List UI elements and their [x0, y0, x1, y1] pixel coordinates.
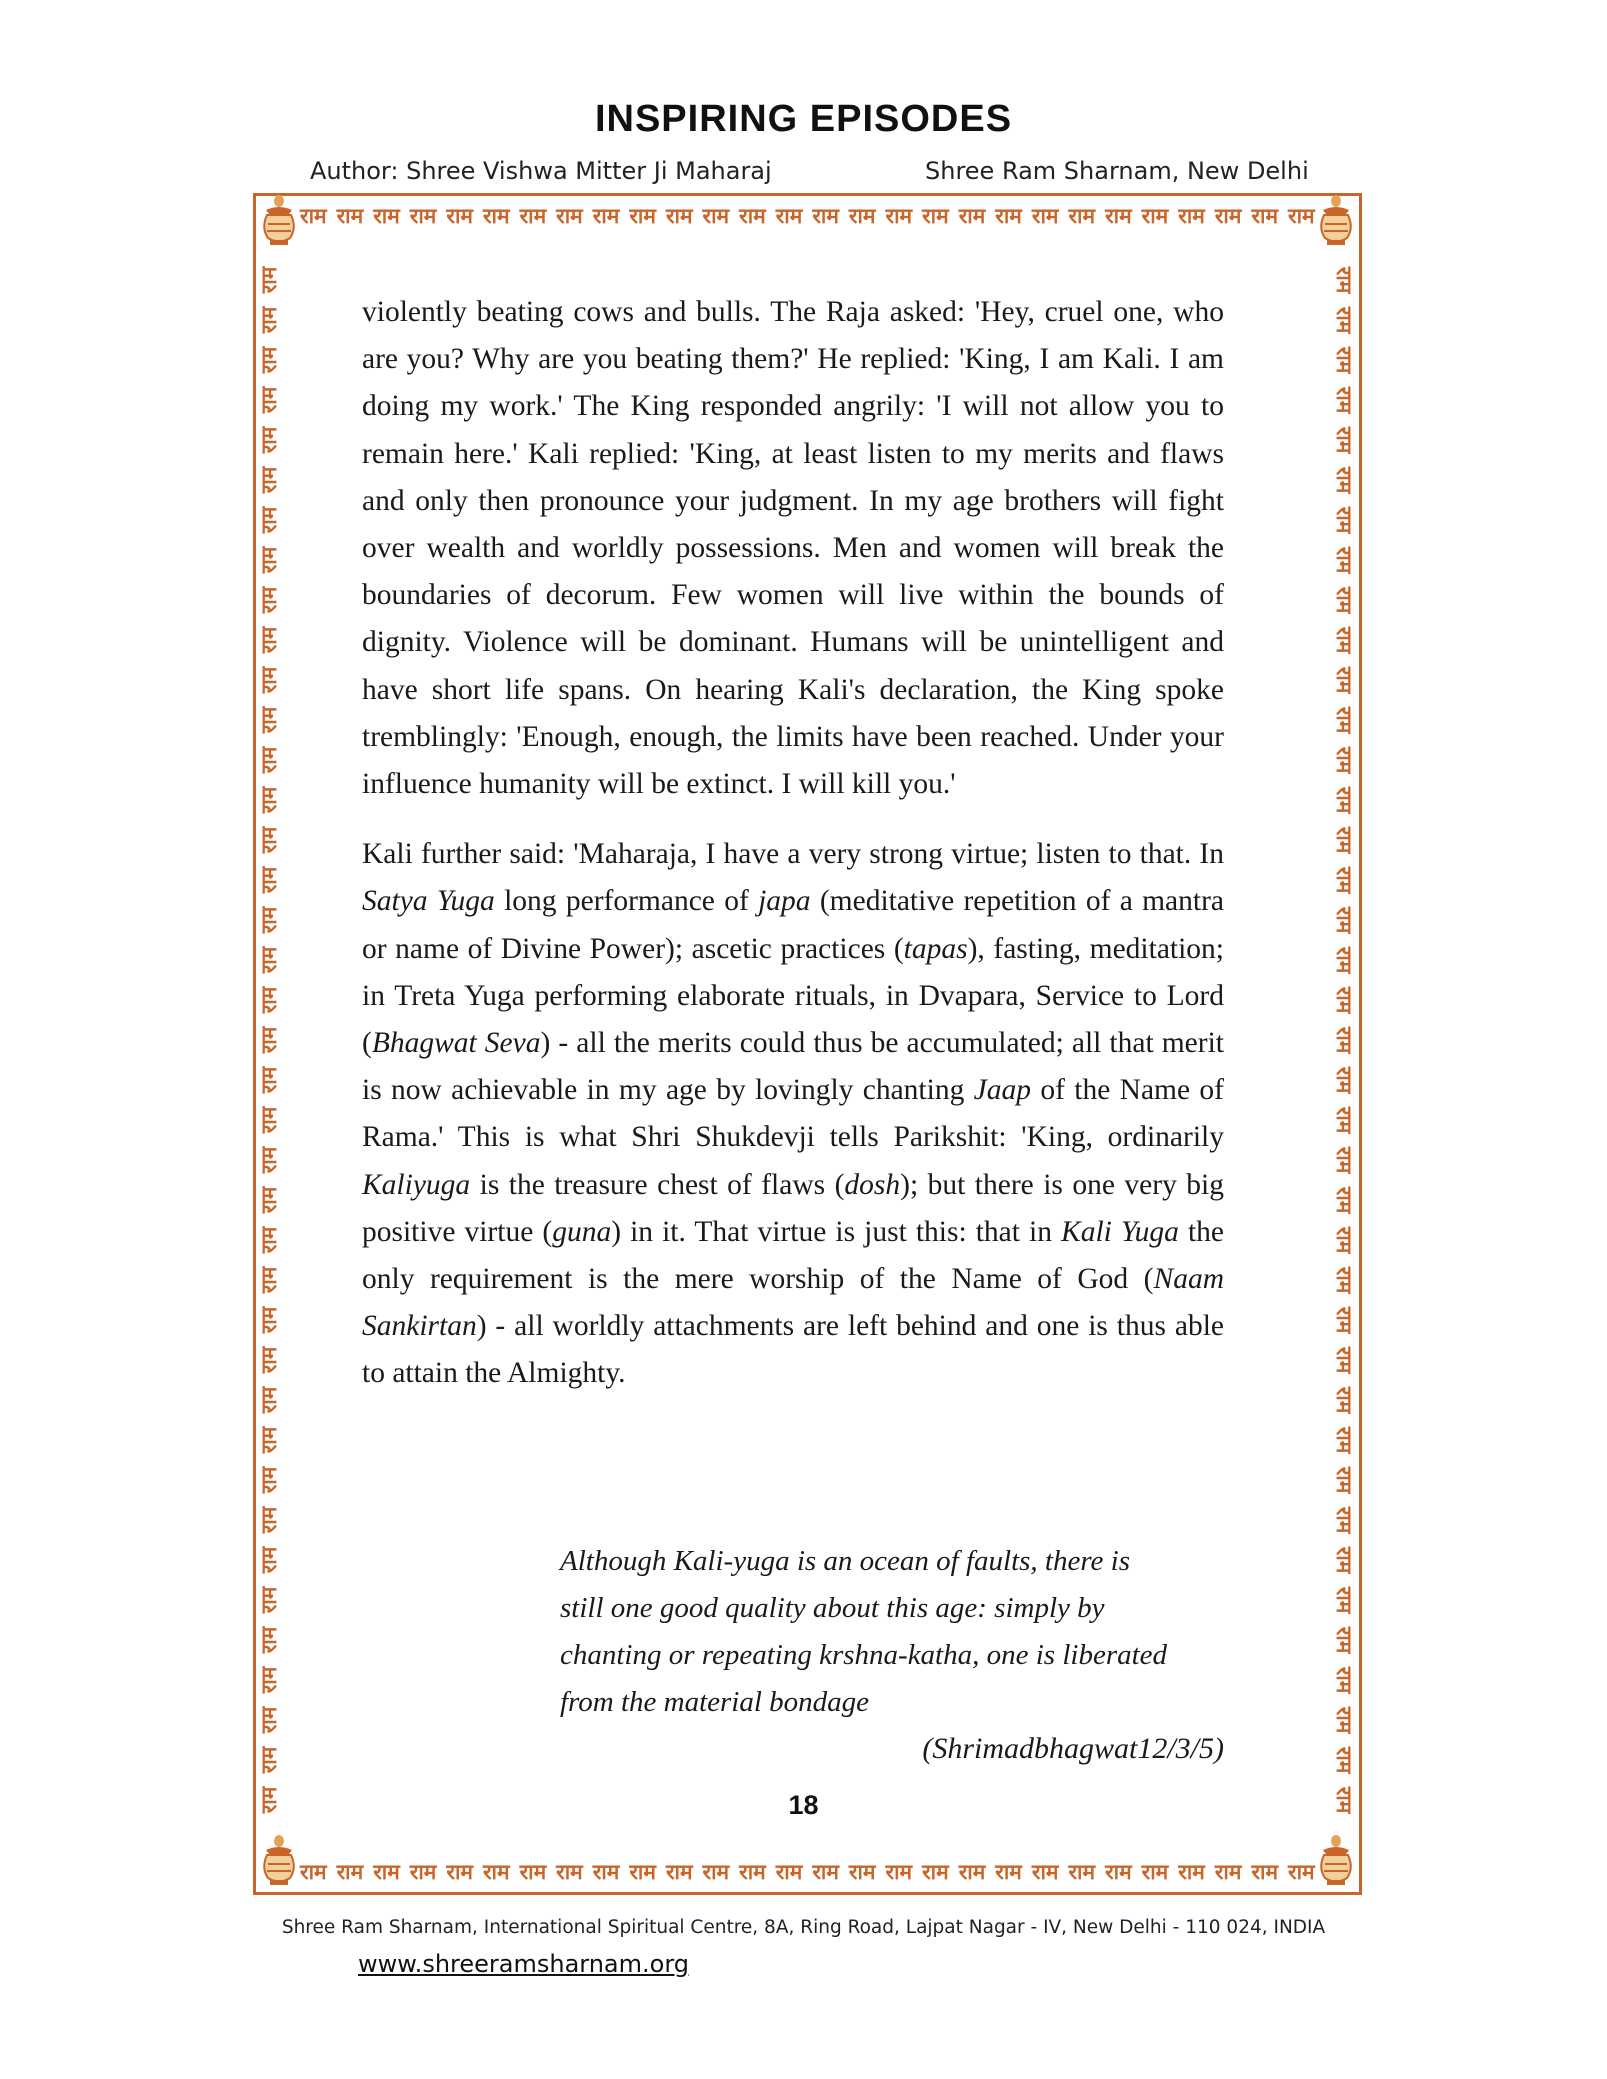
border-word: राम — [1332, 1346, 1356, 1374]
border-word: राम — [1332, 1546, 1356, 1574]
border-word: राम — [1332, 1746, 1356, 1774]
border-word: राम — [1105, 1860, 1132, 1884]
border-word: राम — [300, 1860, 327, 1884]
border-word: राम — [1332, 826, 1356, 854]
italic-term: Kaliyuga — [362, 1168, 471, 1201]
border-word: राम — [1332, 586, 1356, 614]
border-word: राम — [300, 204, 327, 228]
border-word: राम — [257, 746, 281, 774]
border-word: राम — [1332, 1386, 1356, 1414]
border-word: राम — [812, 204, 839, 228]
kalash-icon — [258, 194, 300, 248]
italic-term: Kali Yuga — [1061, 1215, 1179, 1248]
border-word: राम — [257, 586, 281, 614]
border-word: राम — [1332, 706, 1356, 734]
author-line: Author: Shree Vishwa Mitter Ji Maharaj — [310, 157, 772, 185]
border-word: राम — [373, 1860, 400, 1884]
border-word: राम — [257, 1706, 281, 1734]
border-word: राम — [1214, 1860, 1242, 1884]
border-word: राम — [702, 1860, 730, 1884]
border-word: राम — [257, 906, 281, 934]
border-word: राम — [629, 1860, 656, 1884]
border-word: राम — [373, 204, 400, 228]
border-word: राम — [1332, 906, 1356, 934]
border-word: राम — [592, 204, 620, 228]
border-word: राम — [257, 1106, 281, 1134]
border-word: राम — [885, 204, 913, 228]
border-word: राम — [922, 204, 949, 228]
border-word: राम — [257, 1466, 281, 1494]
body-text — [362, 289, 1224, 1398]
border-word: राम — [257, 386, 281, 414]
footer-link[interactable]: www.shreeramsharnam.org — [358, 1950, 690, 1978]
border-word: राम — [1332, 1626, 1356, 1654]
border-word: राम — [1332, 1506, 1356, 1534]
border-word: राम — [1332, 506, 1356, 534]
italic-term: tapas — [903, 932, 968, 965]
border-word: राम — [257, 1146, 281, 1174]
border-word: राम — [958, 1860, 986, 1884]
text-run: ) - all worldly attachments are left behind and one is thus able to attain the Almighty. — [362, 1310, 1224, 1390]
border-word: राम — [1332, 346, 1356, 374]
border-word: राम — [1332, 266, 1356, 294]
border-word: राम — [775, 1860, 803, 1884]
border-word: राम — [665, 1860, 693, 1884]
italic-term: Jaap — [973, 1074, 1032, 1107]
border-word: राम — [775, 204, 803, 228]
border-word: राम — [1332, 1306, 1356, 1334]
border-word: राम — [257, 1666, 281, 1694]
border-word: राम — [257, 666, 281, 694]
quote-line: still one good quality about this age: simply by — [560, 1592, 1105, 1624]
kalash-icon — [1315, 1834, 1357, 1888]
border-word: राम — [257, 626, 281, 654]
border-word: राम — [812, 1860, 839, 1884]
border-word: राम — [257, 1546, 281, 1574]
border-word: राम — [257, 1626, 281, 1654]
border-word: राम — [482, 1860, 510, 1884]
italic-term: Bhagwat Seva — [371, 1027, 541, 1060]
border-word: राम — [1332, 1666, 1356, 1694]
border-word: राम — [257, 1066, 281, 1094]
border-word: राम — [1332, 1266, 1356, 1294]
border-word: राम — [257, 346, 281, 374]
border-word: राम — [1031, 204, 1059, 228]
border-word: राम — [257, 266, 281, 294]
border-word: राम — [1031, 1860, 1059, 1884]
italic-term: guna — [552, 1215, 612, 1248]
text-run: long performance of — [494, 885, 759, 918]
border-word: राम — [885, 1860, 913, 1884]
italic-term: Naam Sankirtan — [362, 1263, 1224, 1343]
quote-line: from the material bondage — [560, 1686, 870, 1718]
border-word: राम — [1332, 786, 1356, 814]
border-word: राम — [257, 506, 281, 534]
border-word: राम — [1068, 1860, 1096, 1884]
border-word: राम — [257, 1586, 281, 1614]
border-word: राम — [257, 426, 281, 454]
quote-line: chanting or repeating krshna-katha, one is liberated — [560, 1639, 1168, 1671]
border-word: राम — [995, 1860, 1022, 1884]
border-word: राम — [922, 1860, 949, 1884]
border-right — [1317, 260, 1356, 1820]
border-word: राम — [592, 1860, 620, 1884]
text-run: the only requirement is the mere worship of the Name of God ( — [362, 1215, 1224, 1296]
location-line: Shree Ram Sharnam, New Delhi — [925, 157, 1309, 185]
border-word: राम — [257, 826, 281, 854]
border-word: राम — [257, 1786, 281, 1814]
border-word: राम — [336, 204, 364, 228]
border-word: राम — [848, 204, 876, 228]
border-word: राम — [1141, 204, 1169, 228]
kalash-icon — [258, 1834, 300, 1888]
page-number: 18 — [788, 1790, 819, 1820]
text-run: ) in it. That virtue is just this: that in — [611, 1215, 1062, 1248]
border-word: राम — [1178, 204, 1205, 228]
border-word: राम — [1332, 386, 1356, 414]
border-word: राम — [257, 1746, 281, 1774]
border-word: राम — [739, 204, 766, 228]
border-word: राम — [257, 546, 281, 574]
border-word: राम — [257, 306, 281, 334]
paragraph: violently beating cows and bulls. The Raja asked: 'Hey, cruel one, who are you? Why are you beating them?' He replied: 'King, I am Kali. I am doing my work.' The King responded angrily: 'I will not allow you to remain here.' Kali replied: 'King, at least listen to my merits and flaws and only then pronounce your judgment. In my age brothers will fight over wealth and worldly possessions. Men and women will break the boundaries of decorum. Few women will live within the bounds of dignity. Violence will be dominant. Humans will be unintelligent and have short life spans. On hearing Kali's declaration, the King spoke tremblingly: 'Enough, enough, the limits have been reached. Under your influence humanity will be extinct. I will kill you.' — [362, 296, 1224, 801]
border-word: राम — [446, 1860, 473, 1884]
border-bottom — [300, 1855, 1315, 1889]
border-word: राम — [1251, 204, 1279, 228]
border-word: राम — [1332, 626, 1356, 654]
text-run: is the treasure chest of flaws ( — [470, 1168, 845, 1201]
border-word: राम — [1178, 1860, 1205, 1884]
border-word: राम — [519, 1860, 547, 1884]
border-word: राम — [257, 466, 281, 494]
border-word: राम — [1332, 1586, 1356, 1614]
border-word: राम — [739, 1860, 766, 1884]
paragraph — [362, 831, 1224, 1397]
border-left — [257, 260, 296, 1820]
border-word: राम — [1332, 1106, 1356, 1134]
italic-term: dosh — [844, 1168, 901, 1201]
scripture-quote — [560, 1538, 1200, 1726]
text-run: (meditative repetition of a mantra or name of Divine Power); ascetic practices ( — [362, 885, 1224, 965]
border-word: राम — [1332, 1466, 1356, 1494]
border-word: राम — [995, 204, 1022, 228]
text-run: ) - all the merits could thus be accumulated; all that merit is now achievable in my age by lovingly chanting — [362, 1027, 1224, 1107]
border-word: राम — [257, 1306, 281, 1334]
border-word: राम — [1332, 466, 1356, 494]
border-word: राम — [1332, 1026, 1356, 1054]
text-run: of the Name of Rama.' This is what Shri Shukdevji tells Parikshit: 'King, ordinarily — [362, 1074, 1225, 1154]
border-word: राम — [257, 1426, 281, 1454]
border-word: राम — [1332, 1066, 1356, 1094]
italic-term: Satya Yuga — [362, 885, 495, 918]
border-word: राम — [958, 204, 986, 228]
border-word: राम — [1332, 1426, 1356, 1454]
border-word: राम — [556, 1860, 583, 1884]
border-word: राम — [257, 986, 281, 1014]
border-word: राम — [257, 1226, 281, 1254]
border-word: राम — [409, 1860, 437, 1884]
text-run: ); but there is one very big positive virtue ( — [362, 1168, 1224, 1248]
border-word: राम — [257, 1186, 281, 1214]
border-word: राम — [257, 706, 281, 734]
border-word: राम — [665, 204, 693, 228]
italic-term: japa — [758, 885, 811, 918]
border-word: राम — [519, 204, 547, 228]
border-word: राम — [1332, 1186, 1356, 1214]
quote-line: Although Kali-yuga is an ocean of faults, there is — [560, 1545, 1131, 1577]
border-word: राम — [446, 204, 473, 228]
border-word: राम — [1332, 1226, 1356, 1254]
border-word: राम — [1332, 946, 1356, 974]
border-word: राम — [1332, 426, 1356, 454]
border-word: राम — [257, 1266, 281, 1294]
border-word: राम — [257, 946, 281, 974]
border-word: राम — [1332, 986, 1356, 1014]
border-word: राम — [1332, 1146, 1356, 1174]
border-word: राम — [556, 204, 583, 228]
border-word: राम — [1288, 1860, 1315, 1884]
border-word: राम — [1332, 1706, 1356, 1734]
border-word: राम — [1251, 1860, 1279, 1884]
border-word: राम — [257, 786, 281, 814]
page-title: INSPIRING EPISODES — [594, 98, 1013, 140]
border-word: राम — [257, 1386, 281, 1414]
border-word: राम — [1332, 866, 1356, 894]
quote-source: (Shrimadbhagwat12/3/5) — [922, 1732, 1224, 1765]
border-word: राम — [1214, 204, 1242, 228]
border-word: राम — [1332, 546, 1356, 574]
border-word: राम — [409, 204, 437, 228]
border-word: राम — [848, 1860, 876, 1884]
border-word: राम — [629, 204, 656, 228]
border-top — [300, 199, 1315, 233]
border-word: राम — [1332, 666, 1356, 694]
border-word: राम — [1332, 746, 1356, 774]
border-word: राम — [257, 1026, 281, 1054]
border-word: राम — [1332, 1786, 1356, 1814]
border-word: राम — [1332, 306, 1356, 334]
border-word: राम — [1141, 1860, 1169, 1884]
kalash-icon — [1315, 194, 1357, 248]
border-word: राम — [336, 1860, 364, 1884]
footer-address: Shree Ram Sharnam, International Spiritual Centre, 8A, Ring Road, Lajpat Nagar - IV, New Delhi - 110 024, INDIA — [281, 1917, 1326, 1938]
border-word: राम — [1068, 204, 1096, 228]
border-word: राम — [257, 1506, 281, 1534]
text-run: Kali further said: 'Maharaja, I have a very strong virtue; listen to that. In — [362, 838, 1224, 871]
border-word: राम — [1105, 204, 1132, 228]
border-word: राम — [482, 204, 510, 228]
border-word: राम — [257, 1346, 281, 1374]
border-word: राम — [257, 866, 281, 894]
border-word: राम — [1288, 204, 1315, 228]
text-run: ), fasting, meditation; in Treta Yuga performing elaborate rituals, in Dvapara, Service to Lord ( — [362, 932, 1224, 1060]
border-word: राम — [702, 204, 730, 228]
